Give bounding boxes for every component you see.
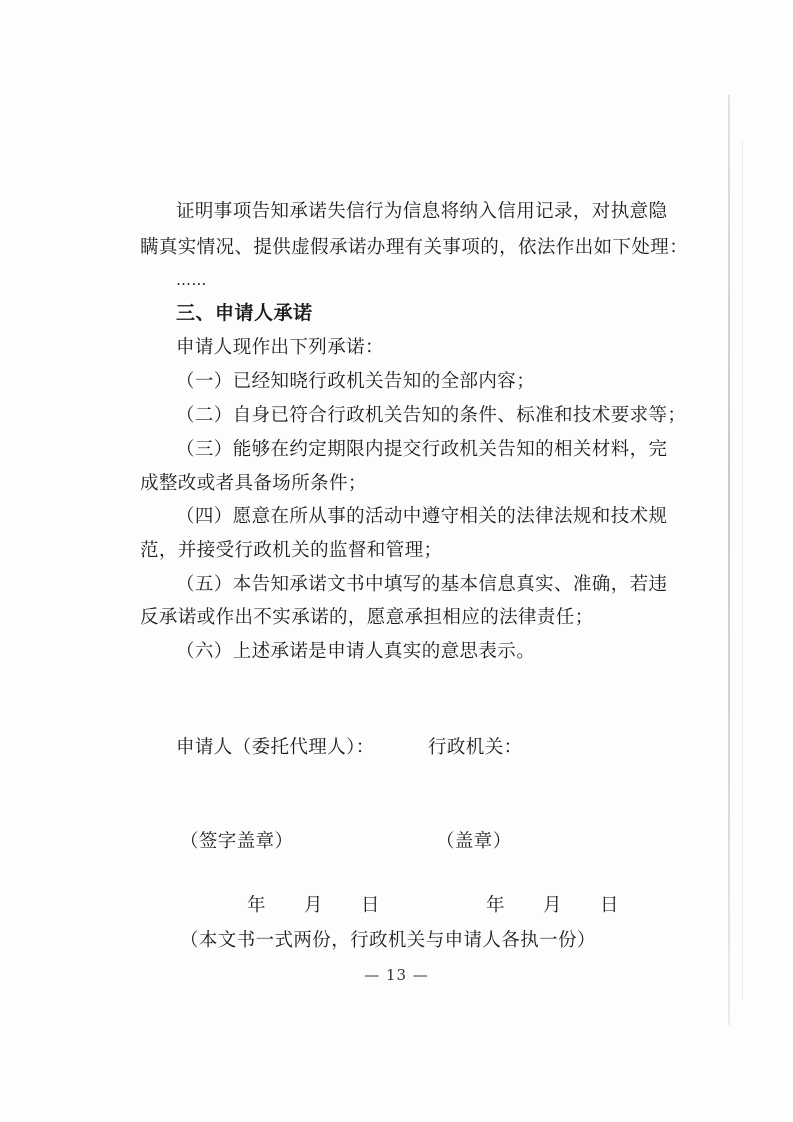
commit-item-3-line-2: 成整改或者具备场所条件； [140, 473, 367, 494]
commit-item-4-line-1: （四）愿意在所从事的活动中遵守相关的法律法规和技术规 [176, 506, 668, 527]
section-heading: 三、申请人承诺 [176, 302, 313, 324]
commit-item-4-line-2: 范，并接受行政机关的监督和管理； [140, 540, 443, 561]
commit-item-5-line-2: 反承诺或作出不实承诺的，愿意承担相应的法律责任； [140, 607, 594, 628]
scan-edge-shadow [728, 95, 730, 1025]
scan-edge-shadow-faint [742, 140, 743, 1000]
commit-item-6: （六）上述承诺是申请人真实的意思表示。 [176, 641, 536, 662]
page-number: — 13 — [364, 966, 429, 984]
commit-item-5-line-1: （五）本告知承诺文书中填写的基本信息真实、准确，若违 [176, 574, 668, 595]
commit-lead: 申请人现作出下列承诺： [176, 337, 384, 358]
intro-line-1: 证明事项告知承诺失信行为信息将纳入信用记录，对执意隐 [176, 201, 668, 222]
applicant-sign-placeholder: （签字盖章） [180, 831, 294, 852]
copies-footnote: （本文书一式两份，行政机关与申请人各执一份） [180, 930, 596, 951]
ellipsis: …… [176, 271, 207, 289]
applicant-date: 年 月 日 [247, 895, 390, 916]
commit-item-3-line-1: （三）能够在约定期限内提交行政机关告知的相关材料，完 [176, 439, 668, 460]
applicant-label: 申请人（委托代理人）： [176, 737, 375, 758]
agency-date: 年 月 日 [486, 895, 629, 916]
commit-item-2: （二）自身已符合行政机关告知的条件、标准和技术要求等； [176, 405, 687, 426]
agency-label: 行政机关： [428, 737, 523, 758]
commit-item-1: （一）已经知晓行政机关告知的全部内容； [176, 371, 536, 392]
intro-line-2: 瞒真实情况、提供虚假承诺办理有关事项的，依法作出如下处理： [140, 237, 689, 258]
agency-seal-placeholder: （盖章） [436, 831, 512, 852]
